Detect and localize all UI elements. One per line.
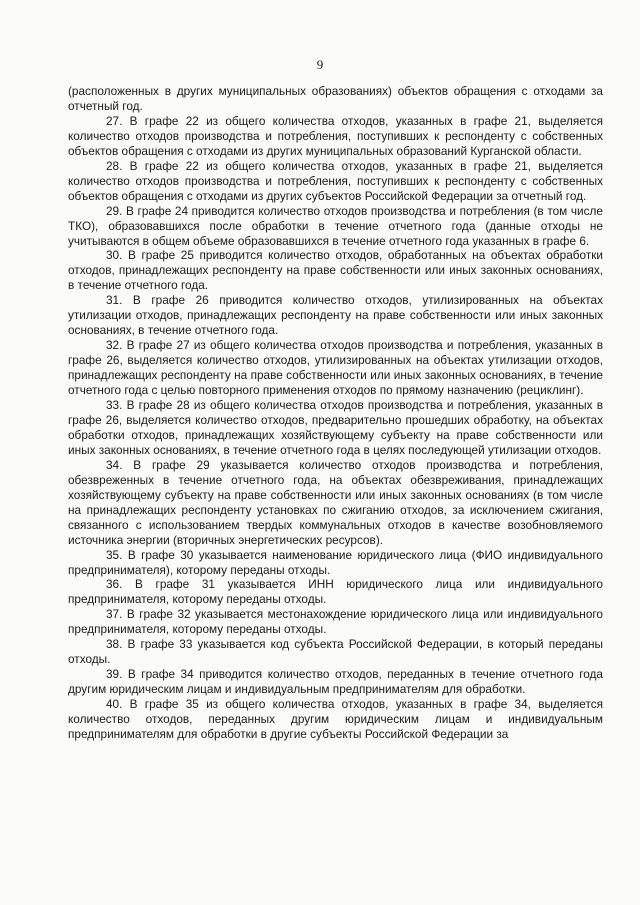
paragraph-34: 34. В графе 29 указывается количество отходов производства и потребления, обезвреженных в течение отчетного года, на объектах обезвреживания, принадлежащих хозяйствующему субъекту на праве собственности или иных законных основаниях (в том числе на принадлежащих респонденту установках по сжиганию отходов, за исключением сжигания, связанного с использованием твердых коммунальных отходов в качестве возобновляемого источника энергии (вторичных энергетических ресурсов). (68, 457, 603, 547)
document-body (68, 84, 603, 742)
paragraph-33: 33. В графе 28 из общего количества отходов производства и потребления, указанных в графе 26, выделяется количество отходов, предварительно прошедших обработку, на объектах обработки отходов, принадлежащих хозяйствующему субъекту на праве собственности или иных законных основаниях, в течение отчетного года в целях последующей утилизации отходов. (68, 398, 603, 457)
paragraph-38: 38. В графе 33 указывается код субъекта Российской Федерации, в который переданы отходы. (68, 637, 603, 667)
paragraph-32: 32. В графе 27 из общего количества отходов производства и потребления, указанных в графе 26, выделяется количество отходов, утилизированных на объектах утилизации отходов, принадлежащих респонденту на праве собственности или иных законных основаниях, в течение отчетного года с целью повторного применения отходов по прямому назначению (рециклинг). (68, 338, 603, 398)
paragraph-28: 28. В графе 22 из общего количества отходов, указанных в графе 21, выделяется количество отходов производства и потребления, поступивших к респонденту с собственных объектов обращения с отходами из других субъектов Российской Федерации за отчетный год. (68, 158, 603, 203)
page-number: 9 (316, 57, 324, 72)
paragraph-31: 31. В графе 26 приводится количество отходов, утилизированных на объектах утилизации отходов, принадлежащих респонденту на праве собственности или иных законных основаниях, в течение отчетного года. (68, 293, 603, 338)
paragraph-continued: (расположенных в других муниципальных образованиях) объектов обращения с отходами за отчетный год. (68, 84, 603, 113)
paragraph-36: 36. В графе 31 указывается ИНН юридического лица или индивидуального предпринимателя, которому переданы отходы. (68, 577, 603, 607)
paragraph-37: 37. В графе 32 указывается местонахождение юридического лица или индивидуального предпринимателя, которому переданы отходы. (68, 607, 603, 637)
paragraph-27: 27. В графе 22 из общего количества отходов, указанных в графе 21, выделяется количество отходов производства и потребления, поступивших к респонденту с собственных объектов обращения с отходами из других муниципальных образований Курганской области. (68, 113, 603, 158)
paragraph-29: 29. В графе 24 приводится количество отходов производства и потребления (в том числе ТКО), образовавшихся после обработки в течение отчетного года (данные отходы не учитываются в общем объеме образовавшихся в течение отчетного года указанных в графе 6. (68, 203, 603, 248)
paragraph-40: 40. В графе 35 из общего количества отходов, указанных в графе 34, выделяется количество отходов, переданных другим юридическим лицам и индивидуальным предпринимателям для обработки в другие субъекты Российской Федерации за (68, 697, 603, 741)
paragraph-35: 35. В графе 30 указывается наименование юридического лица (ФИО индивидуального предпринимателя), которому переданы отходы. (68, 547, 603, 577)
paragraph-39: 39. В графе 34 приводится количество отходов, переданных в течение отчетного года другим юридическим лицам и индивидуальным предпринимателям для обработки. (68, 667, 603, 697)
paragraph-30: 30. В графе 25 приводится количество отходов, обработанных на объектах обработки отходов, принадлежащих респонденту на праве собственности или иных законных основаниях, в течение отчетного года. (68, 248, 603, 293)
